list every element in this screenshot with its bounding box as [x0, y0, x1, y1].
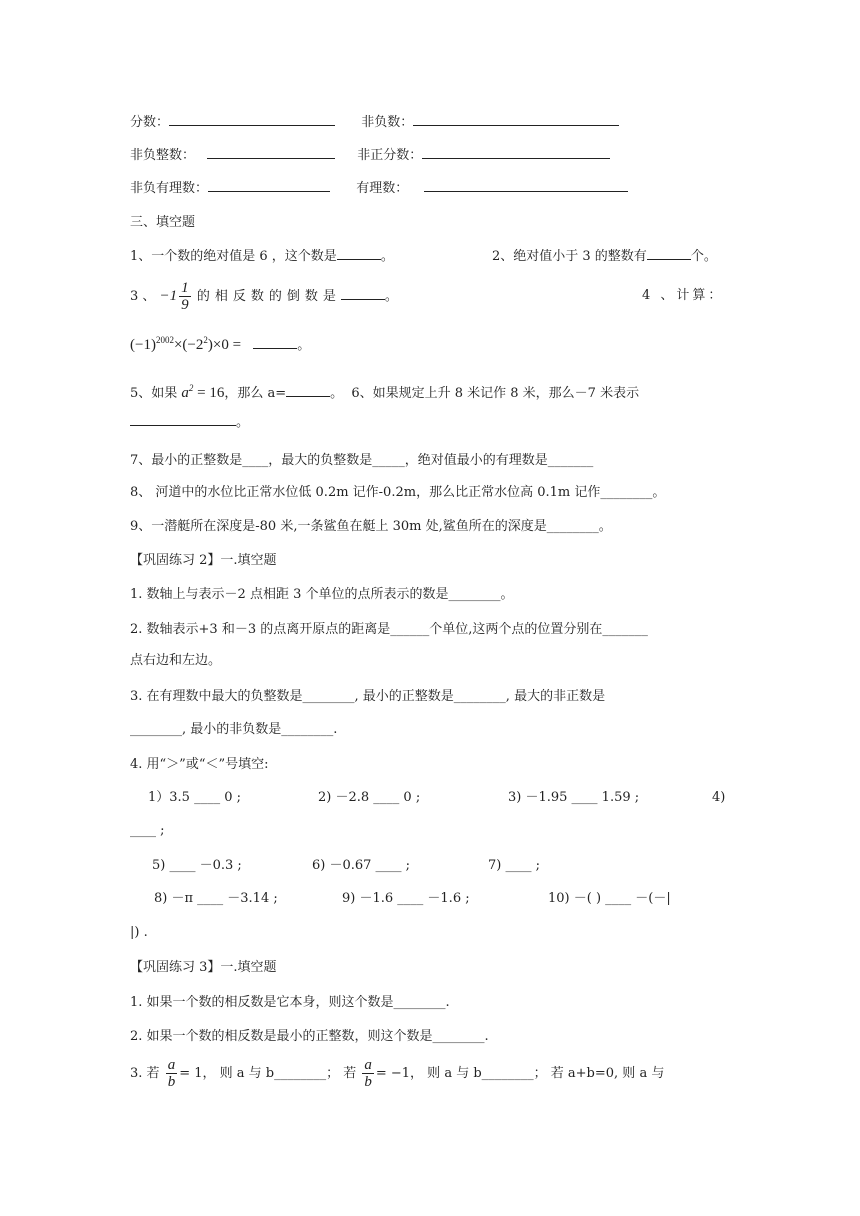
compare-2: 2) －2.8 ____ 0 ; [318, 790, 421, 805]
compare-9: 9) －1.6 ____ －1.6 ; [342, 891, 470, 906]
compare-10-cont: |) . [130, 925, 148, 940]
compare-3: 3) －1.95 ____ 1.59 ; [508, 790, 640, 805]
practice-3-heading: 【巩固练习 3】一.填空题 [130, 960, 277, 975]
answer-blank[interactable] [130, 412, 236, 426]
answer-blank[interactable] [413, 112, 619, 126]
question-6-answer: 。 [130, 412, 249, 433]
answer-blank[interactable] [286, 383, 330, 397]
practice-2-q2-cont: 点右边和左边。 [130, 653, 222, 668]
mixed-number: −1 [159, 288, 178, 304]
question-3: 3 、 −1 $\frac{1}{9}$ 的相反数的倒数是 。 [130, 280, 398, 313]
question-4-expression: $(-1)^{2002}\times(-2^2)\times 0$ = 。 [130, 335, 311, 353]
row-nonneg-integer: 非负整数： 非正分数： [130, 145, 610, 166]
fraction: $\frac{a}{b}$ [364, 1057, 372, 1090]
compare-1: 1）3.5 ____ 0 ; [148, 790, 241, 805]
math-expression: $a^2 = 16$ [181, 383, 225, 401]
compare-6: 6) －0.67 ____ ; [312, 858, 411, 873]
answer-blank[interactable] [422, 145, 610, 159]
fraction: $\frac{a}{b}$ [167, 1057, 176, 1090]
compare-4-cont: ____ ; [130, 823, 165, 838]
compare-10: 10) －( ) ____ －(－| [548, 891, 671, 906]
question-9: 9、一潜艇所在深度是-80 米,一条鲨鱼在艇上 30m 处,鲨鱼所在的深度是________。 [130, 519, 612, 534]
practice-2-q3: 3. 在有理数中最大的负整数是________, 最小的正整数是________, 最大的非正数是 [130, 689, 606, 704]
math-expression: $(-1)^{2002}\times(-2^2)\times 0$ = [130, 335, 242, 353]
row-fraction: 分数： 非负数： [130, 112, 619, 133]
practice-2-heading: 【巩固练习 2】一.填空题 [130, 553, 277, 568]
answer-blank[interactable] [207, 145, 335, 159]
question-8: 8、 河道中的水位比正常水位低 0.2m 记作-0.2m，那么比正常水位高 0.1m 记作________。 [130, 485, 666, 500]
practice-3-q1: 1. 如果一个数的相反数是它本身，则这个数是________. [130, 995, 450, 1010]
practice-2-q4: 4. 用“＞”或“＜”号填空: [130, 757, 269, 772]
question-7: 7、最小的正整数是____，最大的负整数是_____，绝对值最小的有理数是_______ [130, 453, 594, 468]
compare-7: 7) ____ ; [488, 858, 540, 873]
practice-2-q2: 2. 数轴表示+3 和－3 的点离开原点的距离是______个单位,这两个点的位置分别在_______ [130, 622, 648, 637]
practice-2-q1: 1. 数轴上与表示－2 点相距 3 个单位的点所表示的数是________。 [130, 587, 514, 602]
answer-blank[interactable] [253, 335, 297, 349]
section-heading: 三、填空题 [130, 215, 196, 230]
answer-blank[interactable] [424, 178, 628, 192]
answer-blank[interactable] [169, 112, 335, 126]
question-4-label: 4 、计算： [642, 288, 725, 303]
row-nonneg-rational: 非负有理数： 有理数： [130, 178, 628, 199]
compare-8: 8) －π ____ －3.14 ; [154, 891, 278, 906]
answer-blank[interactable] [337, 246, 381, 260]
answer-blank[interactable] [647, 246, 691, 260]
practice-2-q3-cont: ________, 最小的非负数是________. [130, 722, 338, 737]
fraction: $\frac{1}{9}$ [181, 280, 189, 313]
compare-5: 5) ____ －0.3 ; [152, 858, 242, 873]
practice-3-q3: 3. 若 $\frac{a}{b}$ = 1， 则 a 与 b________； 若 $\frac{a}{b}$ = −1， 则 a 与 b________； 若 a+b=0, 则 a 与 [130, 1057, 665, 1090]
answer-blank[interactable] [341, 286, 385, 300]
question-2: 2、绝对值小于 3 的整数有 个。 [492, 246, 717, 267]
practice-3-q2: 2. 如果一个数的相反数是最小的正整数，则这个数是________. [130, 1029, 489, 1044]
compare-4: 4) [712, 790, 726, 805]
question-5-6: 5、如果 $a^2 = 16$，那么 a= 。 6、如果规定上升 8 米记作 8 米，那么－7 米表示 [130, 383, 640, 401]
question-1: 1、一个数的绝对值是 6 ，这个数是 。 [130, 246, 394, 267]
answer-blank[interactable] [208, 178, 330, 192]
